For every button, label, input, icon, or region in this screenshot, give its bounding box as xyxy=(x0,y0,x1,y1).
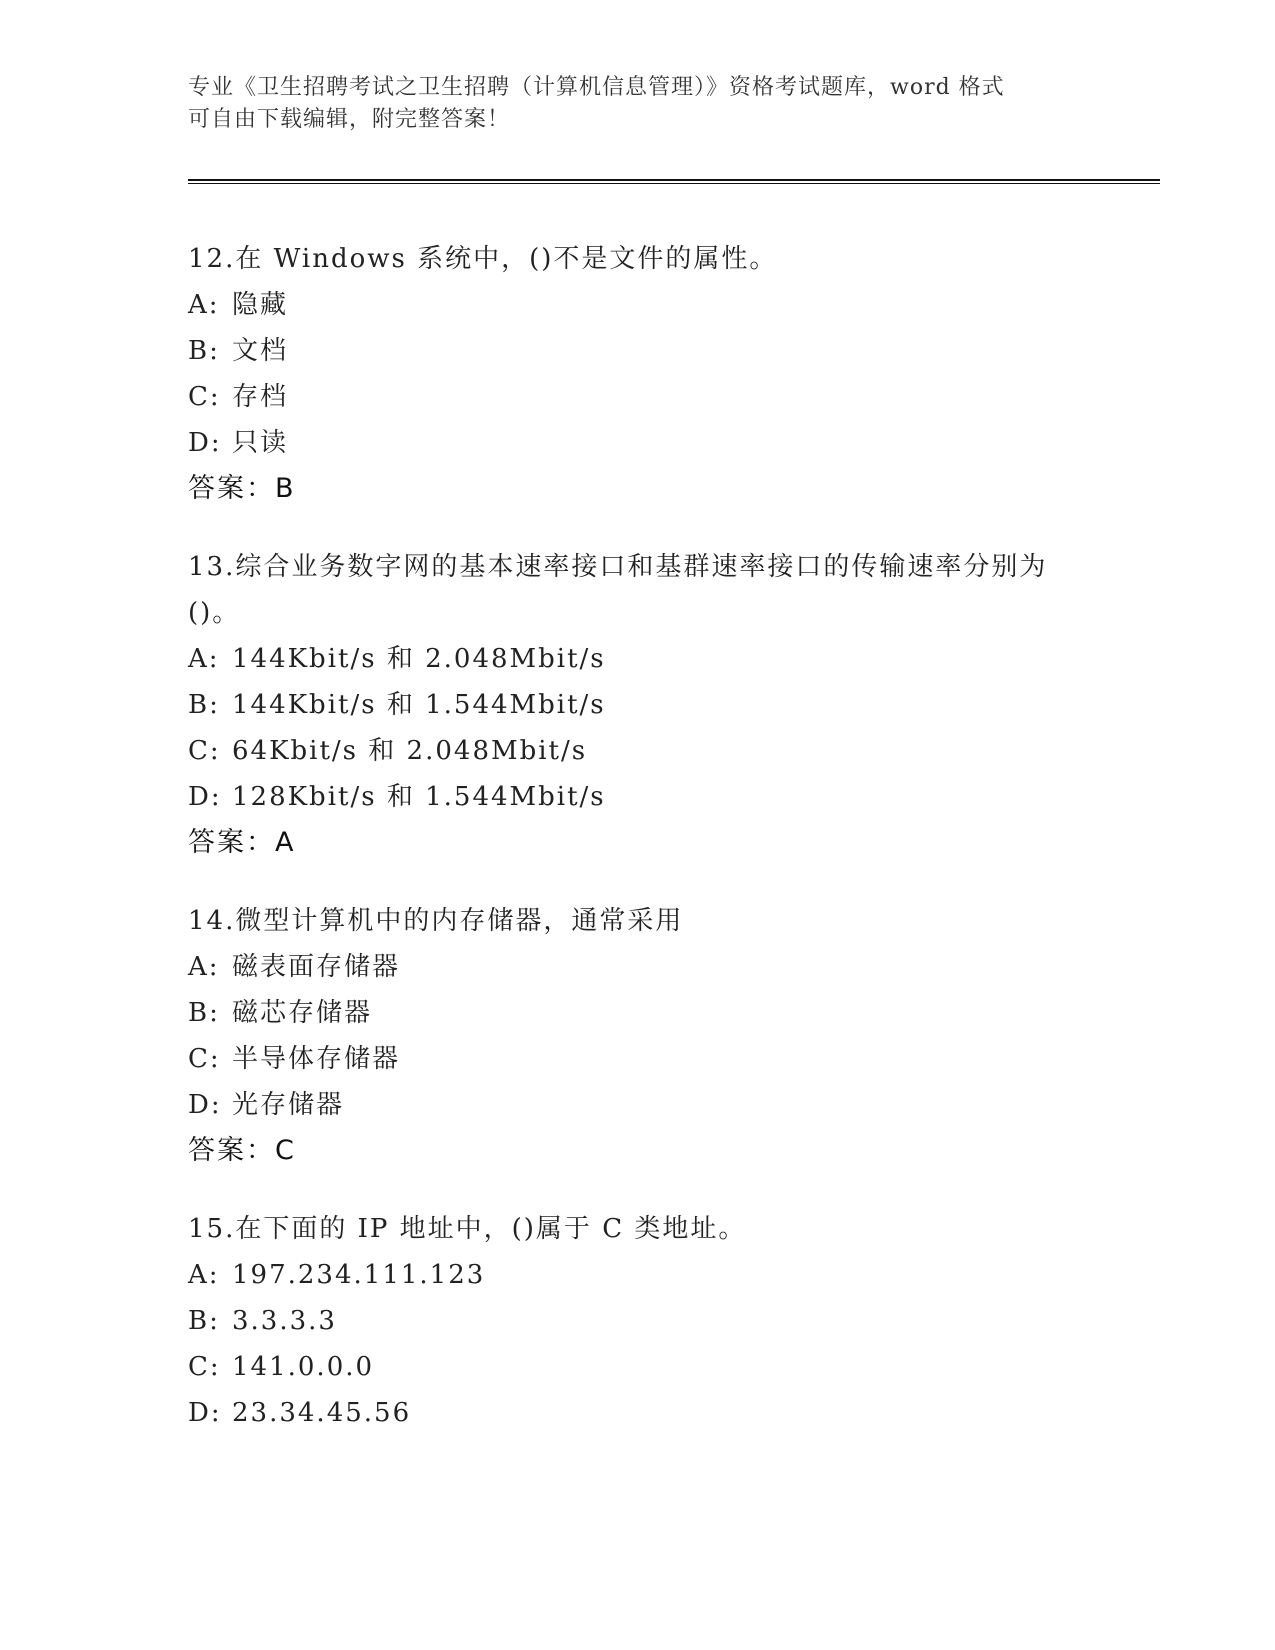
option-c xyxy=(188,1036,1088,1082)
option-letter: C: xyxy=(188,1352,221,1382)
option-text: 光存储器 xyxy=(232,1090,345,1120)
question-stem: 15.在下面的 IP 地址中，()属于 C 类地址。 xyxy=(188,1214,747,1244)
option-text: 磁表面存储器 xyxy=(232,952,401,982)
question-stem: 12.在 Windows 系统中，()不是文件的属性。 xyxy=(188,244,778,274)
header-divider xyxy=(188,179,1160,184)
option-b xyxy=(188,990,1088,1036)
option-letter: A: xyxy=(188,952,220,982)
question-list xyxy=(188,236,1088,1468)
option-a xyxy=(188,282,1088,328)
option-a xyxy=(188,944,1088,990)
option-c xyxy=(188,728,1088,774)
question-13 xyxy=(188,544,1088,866)
option-c xyxy=(188,374,1088,420)
option-b xyxy=(188,1298,1088,1344)
option-text: 144Kbit/s 和 1.544Mbit/s xyxy=(232,690,606,720)
option-b xyxy=(188,328,1088,374)
option-letter: B: xyxy=(188,998,220,1028)
option-letter: B: xyxy=(188,1306,220,1336)
header-line-1: 专业《卫生招聘考试之卫生招聘（计算机信息管理）》资格考试题库，word 格式 xyxy=(188,75,1005,100)
option-letter: D: xyxy=(188,782,222,812)
option-a xyxy=(188,636,1088,682)
option-a xyxy=(188,1252,1088,1298)
option-letter: B: xyxy=(188,336,220,366)
option-text: 只读 xyxy=(232,428,289,458)
answer-key: 答案：B xyxy=(188,473,296,504)
question-15 xyxy=(188,1206,1088,1436)
question-14 xyxy=(188,898,1088,1174)
option-d xyxy=(188,774,1088,820)
question-stem: 14.微型计算机中的内存储器，通常采用 xyxy=(188,906,684,936)
option-text: 半导体存储器 xyxy=(232,1044,401,1074)
option-c xyxy=(188,1344,1088,1390)
option-text: 23.34.45.56 xyxy=(232,1398,412,1428)
option-letter: D: xyxy=(188,1090,222,1120)
option-letter: C: xyxy=(188,1044,221,1074)
option-text: 197.234.111.123 xyxy=(232,1260,486,1290)
option-text: 144Kbit/s 和 2.048Mbit/s xyxy=(232,644,606,674)
answer-key: 答案：A xyxy=(188,827,296,858)
option-text: 存档 xyxy=(232,382,289,412)
option-d xyxy=(188,1082,1088,1128)
option-text: 141.0.0.0 xyxy=(232,1352,375,1382)
option-text: 隐藏 xyxy=(232,290,289,320)
question-stem: 13.综合业务数字网的基本速率接口和基群速率接口的传输速率分别为()。 xyxy=(188,552,1048,628)
option-letter: D: xyxy=(188,428,222,458)
option-letter: D: xyxy=(188,1398,222,1428)
option-letter: B: xyxy=(188,690,220,720)
answer-key: 答案：C xyxy=(188,1135,296,1166)
option-letter: A: xyxy=(188,644,220,674)
option-text: 64Kbit/s 和 2.048Mbit/s xyxy=(232,736,588,766)
option-letter: C: xyxy=(188,736,221,766)
option-text: 文档 xyxy=(232,336,289,366)
option-letter: A: xyxy=(188,1260,220,1290)
option-letter: A: xyxy=(188,290,220,320)
option-text: 3.3.3.3 xyxy=(232,1306,337,1336)
option-d xyxy=(188,1390,1088,1436)
option-text: 磁芯存储器 xyxy=(232,998,373,1028)
option-b xyxy=(188,682,1088,728)
option-d xyxy=(188,420,1088,466)
document-header xyxy=(188,72,1088,136)
question-12 xyxy=(188,236,1088,512)
header-line-2: 可自由下载编辑，附完整答案！ xyxy=(188,107,511,132)
option-letter: C: xyxy=(188,382,221,412)
option-text: 128Kbit/s 和 1.544Mbit/s xyxy=(232,782,606,812)
